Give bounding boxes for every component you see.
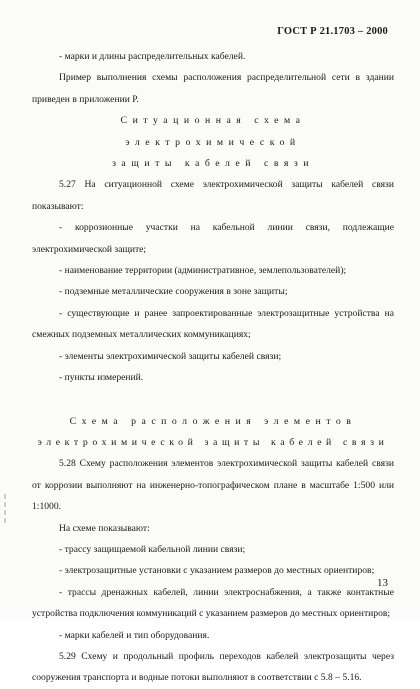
section-heading-situational-line1: Ситуационная схема электрохимической: [120, 115, 306, 148]
list-item-protection-elements: - элементы электрохимической защиты кабелей связи;: [59, 350, 282, 362]
paragraph-5-28: 5.28 Схему расположения элементов электрохимической защиты кабелей связи от коррозии выполняют на инженерно-топографическом плане в масштабе 1:500 или 1:1000.: [32, 458, 394, 513]
section-spacer: [32, 389, 394, 411]
scan-margin-mark: [3, 494, 7, 524]
list-item-drainage-routes: - трассы дренажных кабелей, линии электроснабжения, а также контактные устройства подключения коммуникаций с указанием размеров до местных ориентиров;: [32, 586, 394, 620]
page-body: [32, 46, 394, 689]
list-item-protection-installations: - электрозащитные установки с указанием размеров до местных ориентиров;: [59, 565, 375, 577]
list-item-cable-brands: - марки кабелей и тип оборудования.: [59, 629, 210, 641]
paragraph-5-29: 5.29 Схему и продольный профиль переходов кабелей электрозащиты через сооружения транспорта и водные потоки выполняют в соответствии с 5.8 – 5.16.: [32, 650, 394, 684]
paragraph-scheme-shows: На схеме показывают:: [59, 522, 150, 534]
list-item-cable-route: - трассу защищаемой кабельной линии связи;: [59, 543, 246, 555]
paragraph-5-27: 5.27 На ситуационной схеме электрохимической защиты кабелей связи показывают:: [32, 179, 394, 212]
section-heading-situational-line2: защиты кабелей связи: [112, 158, 314, 170]
list-item-measurement-points: - пункты измерений.: [59, 372, 144, 384]
list-item-territory-name: - наименование территории (административное, землепользователей);: [59, 265, 347, 277]
list-item-marks-lengths: - марки и длины распределительных кабелей.: [59, 51, 246, 62]
list-item-existing-devices: - существующие и ранее запроектированные электрозащитные устройства на смежных подземных металлических коммуникациях;: [32, 307, 394, 341]
list-item-underground-structures: - подземные металлические сооружения в зоне защиты;: [59, 286, 288, 298]
list-item-corrosion-areas: - коррозионные участки на кабельной линии связи, подлежащие электрохимической защите;: [32, 222, 394, 255]
section-heading-layout-line2: электрохимической защиты кабелей связи: [37, 436, 389, 448]
document-code: ГОСТ Р 21.1703 – 2000: [277, 26, 388, 37]
paragraph-example: Пример выполнения схемы расположения распределительной сети в здании приведен в приложении Р.: [32, 72, 394, 105]
page-number: 13: [377, 577, 388, 589]
section-heading-layout-line1: Схема расположения элементов: [69, 415, 357, 427]
